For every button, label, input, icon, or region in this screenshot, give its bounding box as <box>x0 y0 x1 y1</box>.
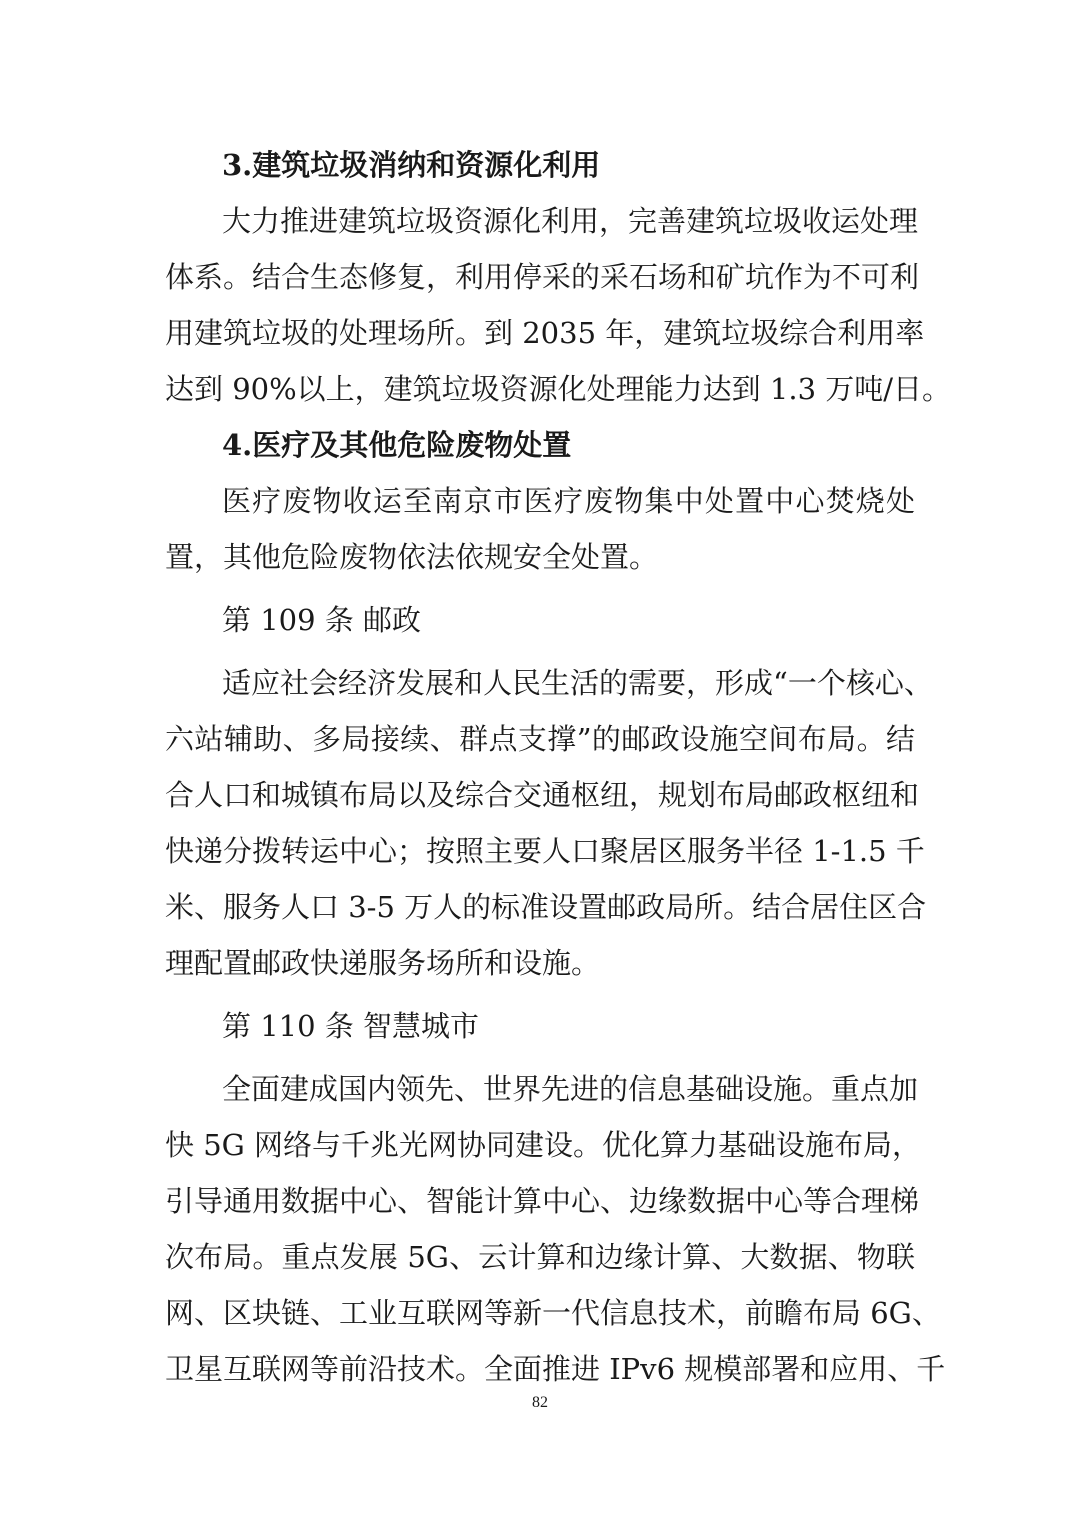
paragraph-line: 快 5G 网络与千兆光网协同建设。优化算力基础设施布局， <box>165 1128 922 1162</box>
paragraph-line: 合人口和城镇布局以及综合交通枢纽，规划布局邮政枢纽和 <box>165 778 920 812</box>
paragraph-line: 全面建成国内领先、世界先进的信息基础设施。重点加 <box>222 1072 919 1106</box>
paragraph-line: 米、服务人口 3-5 万人的标准设置邮政局所。结合居住区合 <box>165 890 927 924</box>
paragraph-line: 用建筑垃圾的处理场所。到 2035 年，建筑垃圾综合利用率 <box>165 316 925 350</box>
section-heading: 4.医疗及其他危险废物处置 <box>222 428 572 462</box>
paragraph-line: 卫星互联网等前沿技术。全面推进 IPv6 规模部署和应用、千 <box>165 1352 946 1386</box>
page-number: 82 <box>532 1394 548 1411</box>
paragraph-line: 引导通用数据中心、智能计算中心、边缘数据中心等合理梯 <box>165 1184 920 1218</box>
paragraph-line: 体系。结合生态修复，利用停采的采石场和矿坑作为不可利 <box>165 260 920 294</box>
paragraph-line: 大力推进建筑垃圾资源化利用，完善建筑垃圾收运处理 <box>222 204 919 238</box>
paragraph-line: 置，其他危险废物依法依规安全处置。 <box>165 540 659 574</box>
paragraph-line: 六站辅助、多局接续、群点支撑”的邮政设施空间布局。结 <box>165 722 915 756</box>
paragraph-line: 理配置邮政快递服务场所和设施。 <box>165 946 601 980</box>
paragraph-line: 网、区块链、工业互联网等新一代信息技术，前瞻布局 6G、 <box>165 1296 941 1330</box>
section-heading: 3.建筑垃圾消纳和资源化利用 <box>222 148 601 182</box>
paragraph-line: 适应社会经济发展和人民生活的需要，形成“一个核心、 <box>222 666 933 700</box>
paragraph-line: 次布局。重点发展 5G、云计算和边缘计算、大数据、物联 <box>165 1240 915 1274</box>
paragraph-line: 医疗废物收运至南京市医疗废物集中处置中心焚烧处 <box>222 484 915 518</box>
paragraph-line: 快递分拨转运中心；按照主要人口聚居区服务半径 1-1.5 千 <box>165 834 925 868</box>
paragraph-line: 达到 90%以上，建筑垃圾资源化处理能力达到 1.3 万吨/日。 <box>165 372 952 406</box>
article-heading: 第 109 条 邮政 <box>222 603 422 637</box>
article-heading: 第 110 条 智慧城市 <box>222 1009 480 1043</box>
